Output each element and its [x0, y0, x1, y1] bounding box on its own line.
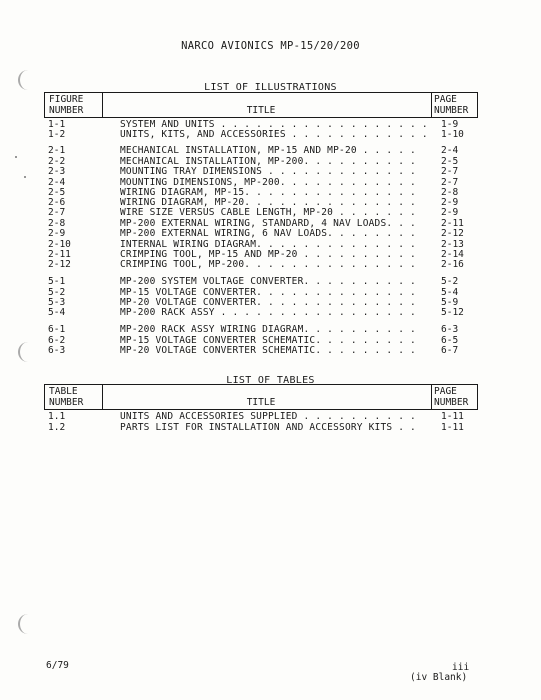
- entry-number: 5-3: [48, 297, 66, 308]
- entry-page: 2-8: [441, 187, 459, 198]
- entry-page: 2-7: [441, 166, 459, 177]
- header-divider: [431, 385, 432, 409]
- footer-page-number: iii: [452, 662, 470, 673]
- entry-title: CRIMPING TOOL, MP-200. . . . . . . . . . . . . . .: [120, 259, 416, 270]
- entry-page: 1-11: [441, 422, 464, 433]
- entry-page: 1-10: [441, 129, 464, 140]
- entry-page: 5-2: [441, 276, 459, 287]
- entry-title: UNITS, KITS, AND ACCESSORIES . . . . . . . . . . . .: [120, 129, 428, 140]
- entry-number: 2-5: [48, 187, 66, 198]
- entry-number: 2-10: [48, 239, 71, 250]
- entry-number: 2-7: [48, 207, 66, 218]
- entry-page: 6-7: [441, 345, 459, 356]
- entry-number: 1.1: [48, 411, 66, 422]
- entry-number: 2-11: [48, 249, 71, 260]
- entry-number: 2-3: [48, 166, 66, 177]
- page-header-line2: NUMBER: [434, 105, 469, 116]
- entry-title: MP-20 VOLTAGE CONVERTER SCHEMATIC. . . . . . . . .: [120, 345, 416, 356]
- entry-page: 2-9: [441, 207, 459, 218]
- table-header-line2: NUMBER: [49, 397, 84, 408]
- illustration-entry-row: [48, 208, 488, 218]
- footer-blank-note: (iv Blank): [410, 672, 468, 683]
- document-header: NARCO AVIONICS MP-15/20/200: [181, 40, 360, 52]
- illustrations-title: LIST OF ILLUSTRATIONS: [204, 82, 337, 93]
- table-entry-row: [48, 412, 488, 422]
- illustration-entry-row: [48, 325, 488, 335]
- entry-page: 2-14: [441, 249, 464, 260]
- entry-title: WIRING DIAGRAM, MP-15. . . . . . . . . . . . . . .: [120, 187, 416, 198]
- header-divider: [431, 93, 432, 117]
- page-header-line1: PAGE: [434, 94, 457, 105]
- entry-title: WIRING DIAGRAM, MP-20. . . . . . . . . . . . . . .: [120, 197, 416, 208]
- entry-page: 5-4: [441, 287, 459, 298]
- entry-title: INTERNAL WIRING DIAGRAM. . . . . . . . . . . . . .: [120, 239, 416, 250]
- entry-number: 2-4: [48, 177, 66, 188]
- illustration-entry-row: [48, 229, 488, 239]
- scan-speck: [15, 156, 17, 158]
- title-header: TITLE: [246, 397, 276, 408]
- entry-title: SYSTEM AND UNITS . . . . . . . . . . . . . . . . . .: [120, 119, 428, 130]
- entry-page: 2-16: [441, 259, 464, 270]
- entry-number: 6-1: [48, 324, 66, 335]
- entry-title: MP-20 VOLTAGE CONVERTER. . . . . . . . . . . . . .: [120, 297, 416, 308]
- scan-speck: [24, 176, 26, 178]
- illustration-entry-row: [48, 146, 488, 156]
- entry-page: 6-5: [441, 335, 459, 346]
- illustration-entry-row: [48, 130, 488, 140]
- illustration-entry-row: [48, 346, 488, 356]
- entry-page: 2-7: [441, 177, 459, 188]
- entry-title: MP-200 EXTERNAL WIRING, STANDARD, 4 NAV LOADS. . .: [120, 218, 416, 229]
- entry-page: 2-4: [441, 145, 459, 156]
- figure-header-line1: FIGURE: [49, 94, 84, 105]
- page-number-header: [434, 386, 541, 410]
- entry-title: MP-200 RACK ASSY . . . . . . . . . . . . . . . . .: [120, 307, 416, 318]
- entry-number: 2-2: [48, 156, 66, 167]
- page-header-line1: PAGE: [434, 386, 457, 397]
- entry-number: 1-2: [48, 129, 66, 140]
- entry-page: 2-9: [441, 197, 459, 208]
- table-entry-row: [48, 423, 488, 433]
- entry-page: 5-12: [441, 307, 464, 318]
- binder-hole-middle: [18, 342, 30, 362]
- tables-title: LIST OF TABLES: [226, 375, 315, 386]
- entry-title: MECHANICAL INSTALLATION, MP-200. . . . . . . . . .: [120, 156, 416, 167]
- entry-page: 2-5: [441, 156, 459, 167]
- illustration-entry-row: [48, 260, 488, 270]
- table-header-line1: TABLE: [49, 386, 78, 397]
- entry-page: 1-11: [441, 411, 464, 422]
- entry-title: CRIMPING TOOL, MP-15 AND MP-20 . . . . . . . . . .: [120, 249, 416, 260]
- entry-number: 2-9: [48, 228, 66, 239]
- entry-title: MP-15 VOLTAGE CONVERTER. . . . . . . . . . . . . .: [120, 287, 416, 298]
- entry-title: UNITS AND ACCESSORIES SUPPLIED . . . . . . . . . .: [120, 411, 416, 422]
- entry-page: 2-11: [441, 218, 464, 229]
- entry-number: 6-2: [48, 335, 66, 346]
- entry-number: 2-6: [48, 197, 66, 208]
- entry-title: PARTS LIST FOR INSTALLATION AND ACCESSORY KITS . .: [120, 422, 416, 433]
- entry-title: MOUNTING DIMENSIONS, MP-200. . . . . . . . . . . .: [120, 177, 416, 188]
- binder-hole-bottom: [18, 614, 30, 634]
- entry-title: MP-15 VOLTAGE CONVERTER SCHEMATIC. . . . . . . . .: [120, 335, 416, 346]
- page-number-header: [434, 94, 541, 118]
- entry-page: 1-9: [441, 119, 459, 130]
- entry-page: 2-13: [441, 239, 464, 250]
- footer-date: 6/79: [46, 660, 69, 671]
- illustration-entry-row: [48, 167, 488, 177]
- tables-column-header: [44, 384, 478, 410]
- entry-number: 2-12: [48, 259, 71, 270]
- entry-number: 5-2: [48, 287, 66, 298]
- entry-title: WIRE SIZE VERSUS CABLE LENGTH, MP-20 . . . . . . .: [120, 207, 416, 218]
- entry-number: 2-8: [48, 218, 66, 229]
- entry-title: MOUNTING TRAY DIMENSIONS . . . . . . . . . . . . .: [120, 166, 416, 177]
- entry-title: MP-200 EXTERNAL WIRING, 6 NAV LOADS. . . . . . . .: [120, 228, 416, 239]
- illustration-entry-row: [48, 277, 488, 287]
- entry-number: 1-1: [48, 119, 66, 130]
- entry-page: 5-9: [441, 297, 459, 308]
- entry-number: 5-1: [48, 276, 66, 287]
- entry-number: 6-3: [48, 345, 66, 356]
- entry-title: MP-200 SYSTEM VOLTAGE CONVERTER. . . . . . . . . .: [120, 276, 416, 287]
- entry-number: 2-1: [48, 145, 66, 156]
- entry-number: 5-4: [48, 307, 66, 318]
- illustration-entry-row: [48, 308, 488, 318]
- page-header-line2: NUMBER: [434, 397, 469, 408]
- entry-page: 6-3: [441, 324, 459, 335]
- illustrations-column-header: [44, 92, 478, 118]
- entry-title: MP-200 RACK ASSY WIRING DIAGRAM. . . . . . . . . .: [120, 324, 416, 335]
- title-header: TITLE: [246, 105, 276, 116]
- entry-title: MECHANICAL INSTALLATION, MP-15 AND MP-20 . . . . .: [120, 145, 416, 156]
- entry-page: 2-12: [441, 228, 464, 239]
- figure-header-line2: NUMBER: [49, 105, 84, 116]
- entry-number: 1.2: [48, 422, 66, 433]
